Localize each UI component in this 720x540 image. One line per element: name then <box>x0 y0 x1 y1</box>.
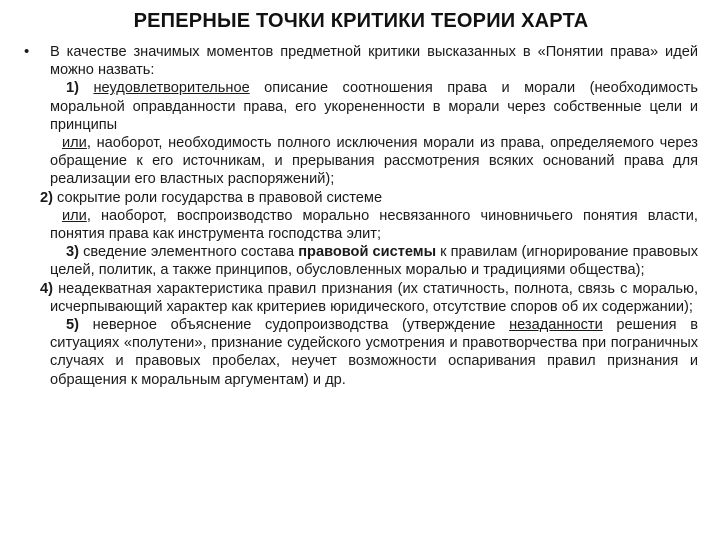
item-3-number: 3) <box>66 244 79 261</box>
item-4-number: 4) <box>40 280 53 297</box>
item-1-alt-text: , наоборот, необходимость полного исключения морали из права, определяемого через обращение к его источникам, и прерывания рассмотрения всяких оснований права для реализации его властных распоряжений); <box>50 135 698 188</box>
item-3-bold: правовой системы <box>298 244 437 261</box>
item-1-text: описание соотношения права и морали (необходимость моральной оправданности права, его укорененности в морали через собственные цели и принципы <box>50 80 698 133</box>
item-2-alt-text: , наоборот, воспроизводство морально несвязанного чиновничьего понятия власти, понятия права как инструмента господства элит; <box>50 207 698 243</box>
item-2-text: сокрытие роли государства в правовой системе <box>52 189 383 206</box>
item-4-text: неадекватная характеристика правил признания (их статичность, полнота, связь с моралью, исчерпывающий характер как критериев юридического, отсутствие споров об их содержании); <box>50 280 698 315</box>
item-3-text: к правилам (игнорирование правовых целей, политик, а также принципов, обусловленных моралью и традициями общества); <box>50 244 698 279</box>
item-3 <box>50 243 698 279</box>
bullet-icon: • <box>24 43 30 60</box>
item-5-text: решения в ситуациях «полутени», признание судейского усмотрения и правотворчества при пограничных случаях и правовых пробелах, неучет возможности оспаривания правил признания и обращения к моральным аргументам) и др. <box>50 317 698 388</box>
item-1-alternative <box>50 134 698 189</box>
item-5 <box>50 316 698 389</box>
item-2-number: 2) <box>40 189 53 206</box>
item-4 <box>40 280 698 316</box>
item-5-pre: неверное объяснение судопроизводства (утверждение <box>78 317 510 334</box>
item-5-number: 5) <box>66 317 79 334</box>
item-1-underlined: неудовлетворительное <box>93 80 250 97</box>
item-1-ili: или <box>62 135 87 152</box>
item-5-underlined: незаданности <box>509 317 603 334</box>
item-2 <box>40 189 698 207</box>
slide-content <box>24 43 698 389</box>
intro-paragraph: В качестве значимых моментов предметной критики высказанных в «Понятии права» идей можно назвать: <box>50 44 698 79</box>
item-2-ili: или <box>62 207 87 224</box>
bullet-text <box>40 43 698 389</box>
item-1 <box>50 79 698 134</box>
item-1-number: 1) <box>66 80 79 97</box>
slide-title: РЕПЕРНЫЕ ТОЧКИ КРИТИКИ ТЕОРИИ ХАРТА <box>133 10 589 32</box>
item-2-alternative <box>50 207 698 243</box>
item-3-pre: сведение элементного состава <box>78 244 299 261</box>
